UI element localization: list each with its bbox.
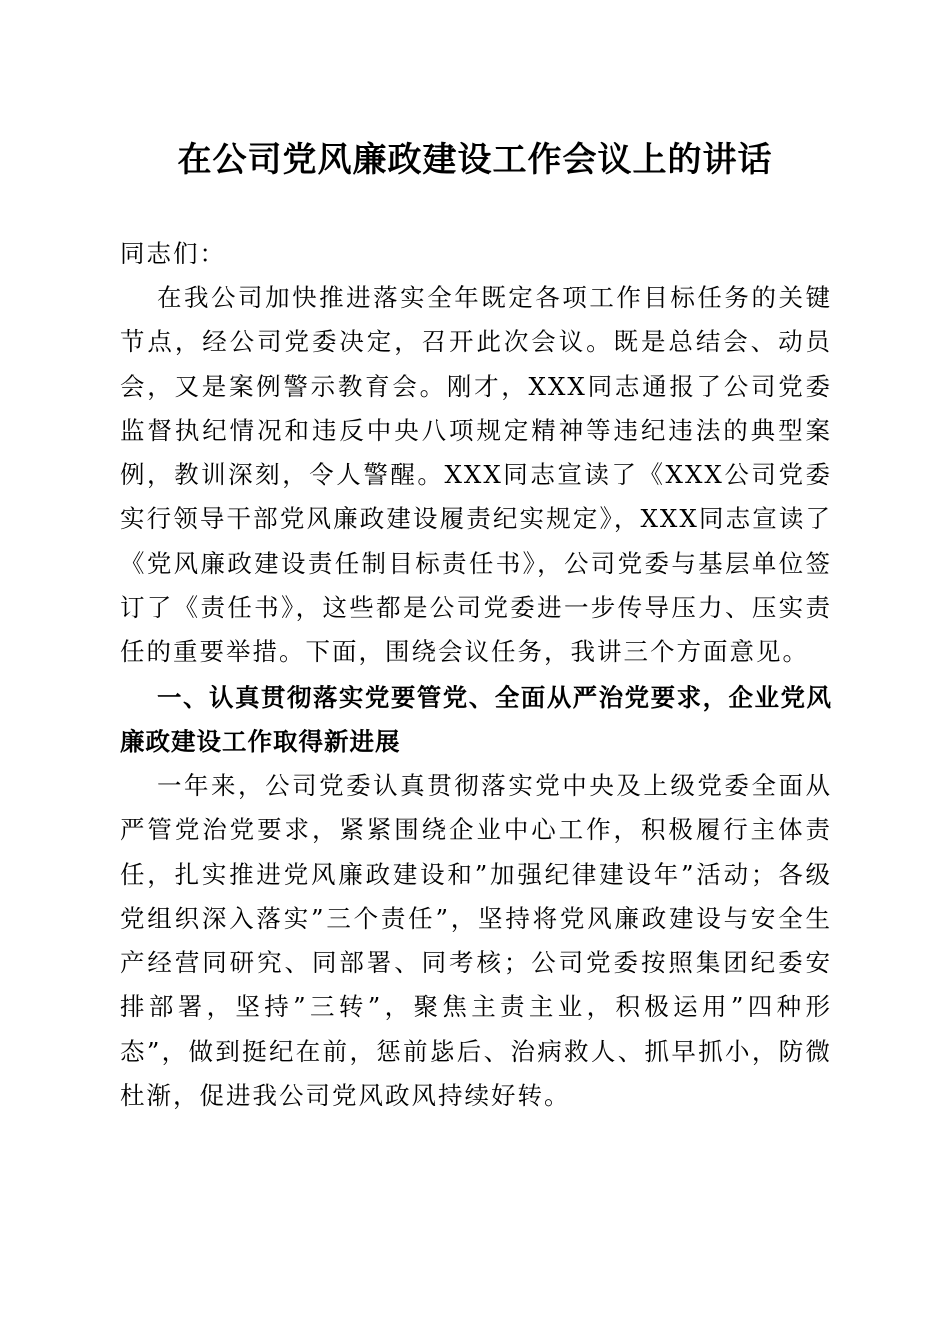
section-heading-1: 一、认真贯彻落实党要管党、全面从严治党要求，企业党风廉政建设工作取得新进展 [120, 683, 832, 757]
salutation: 同志们： [120, 239, 226, 268]
paragraph-section-1: 一年来，公司党委认真贯彻落实党中央及上级党委全面从严管党治党要求，紧紧围绕企业中心工作，积极履行主体责任，扎实推进党风廉政建设和”加强纪律建设年”活动；各级党组织深入落实”三个责任”，坚持将党风廉政建设与安全生产经营同研究、同部署、同考核；公司党委按照集团纪委安排部署，坚持”三转”，聚焦主责主业，积极运用”四种形态”，做到挺纪在前，惩前毖后、治病救人、抓早抓小，防微杜渐，促进我公司党风政风持续好转。 [120, 771, 832, 1111]
paragraph-opening: 在我公司加快推进落实全年既定各项工作目标任务的关键节点，经公司党委决定，召开此次会议。既是总结会、动员会，又是案例警示教育会。刚才，XXX同志通报了公司党委监督执纪情况和违反中央八项规定精神等违纪违法的典型案例，教训深刻，令人警醒。XXX同志宣读了《XXX公司党委实行领导干部党风廉政建设履责纪实规定》，XXX同志宣读了《党风廉政建设责任制目标责任书》，公司党委与基层单位签订了《责任书》，这些都是公司党委进一步传导压力、压实责任的重要举措。下面，围绕会议任务，我讲三个方面意见。 [120, 283, 832, 667]
document-title: 在公司党风廉政建设工作会议上的讲话 [177, 140, 773, 180]
